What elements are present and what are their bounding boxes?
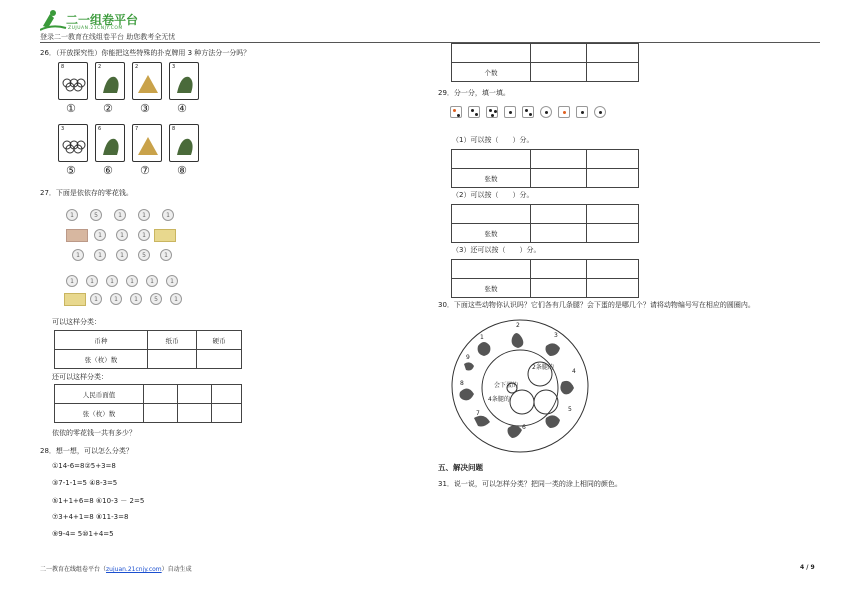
answer-cell[interactable] [587,169,639,188]
answer-cell[interactable] [452,44,531,63]
answer-cell[interactable] [531,63,587,82]
circle-label-eggs: 会下蛋的 [494,382,519,389]
table-row-label: 张（枚）数 [55,350,148,369]
card-label: ⑥ [103,164,113,177]
table-row-label: 张（枚）数 [55,404,144,423]
equation-line: ⑤1+1+6=8 ⑥10-3 － 2=5 [52,497,145,505]
answer-cell[interactable] [531,260,587,279]
answer-cell[interactable] [531,150,587,169]
poker-cards [58,62,208,180]
answer-cell[interactable] [452,260,531,279]
poker-card-1: 8 [58,62,88,100]
answer-cell[interactable] [531,224,587,243]
dot-card [450,106,462,118]
continued-table [451,43,639,82]
section-title: 五、解决问题 [438,463,483,472]
poker-card-7: 7 [132,124,162,162]
classify-1-label: 可以这样分类： [52,318,101,326]
answer-cell[interactable] [587,44,639,63]
answer-cell[interactable] [178,404,212,423]
animal-number: 6 [522,424,526,431]
poker-card-3: 2 [132,62,162,100]
coin-icon: 1 [146,275,158,287]
answer-cell[interactable] [178,385,212,404]
coin-icon: 1 [166,275,178,287]
coin-icon: 1 [126,275,138,287]
coin-icon: 1 [110,293,122,305]
coin-icon: 1 [72,249,84,261]
banknote-icon [154,229,176,242]
table-header: 硬币 [197,331,242,350]
answer-cell[interactable] [587,150,639,169]
dot-card [594,106,606,118]
poker-card-8: 8 [169,124,199,162]
coin-icon: 1 [66,209,78,221]
dot-cards [450,106,620,122]
animal-number: 1 [480,334,484,341]
coin-icon: 1 [138,229,150,241]
answer-cell[interactable] [212,385,242,404]
dot-card [540,106,552,118]
table-header: 纸币 [148,331,197,350]
table-row-label: 张数 [452,279,531,298]
answer-cell[interactable] [587,260,639,279]
coin-icon: 1 [66,275,78,287]
coin-icon: 1 [86,275,98,287]
dot-card [486,106,498,118]
animal-number: 8 [460,380,464,387]
poker-card-4: 3 [169,62,199,100]
money-table-1 [54,330,242,369]
equation-line: ⑦3+4+1=8 ⑧11-3=8 [52,513,129,521]
answer-cell[interactable] [144,404,178,423]
equation-line: ③7-1-1=5 ④8-3=5 [52,479,118,487]
poker-card-6: 6 [95,124,125,162]
animals-diagram [450,318,590,454]
coin-icon: 1 [160,249,172,261]
card-label: ④ [177,102,187,115]
question-27: 27．下面是依依存的零花钱。 [40,189,133,197]
q29-table-1 [451,149,639,188]
table-row-label: 张数 [452,224,531,243]
answer-cell[interactable] [144,385,178,404]
answer-cell[interactable] [587,63,639,82]
question-26: 26．（开放探究性）你能把这些特殊的扑克牌用 3 种方法分一分吗？ [40,49,251,57]
q29-part3: （3）还可以按（ ）分。 [452,246,541,254]
animal-number: 4 [572,368,576,375]
q29-part2: （2）可以按（ ）分。 [452,191,534,199]
coin-icon: 1 [106,275,118,287]
answer-cell[interactable] [531,169,587,188]
card-label: ⑧ [177,164,187,177]
circle-label-two-legs: 2条腿的 [532,364,554,371]
answer-cell[interactable] [452,205,531,224]
header-divider [40,42,820,43]
coin-icon: 1 [90,293,102,305]
coin-icon: 5 [138,249,150,261]
table-row-label: 个数 [452,63,531,82]
animal-number: 3 [554,332,558,339]
q27-total-question: 依依的零花钱一共有多少？ [52,429,136,437]
animal-number: 5 [568,406,572,413]
coin-icon: 5 [90,209,102,221]
answer-cell[interactable] [531,279,587,298]
classify-2-label: 还可以这样分类： [52,373,108,381]
dot-card [576,106,588,118]
coin-icon: 1 [94,249,106,261]
question-31: 31．说一说，可以怎样分类？把同一类的涂上相同的颜色。 [438,480,622,488]
logo-title: 二一组卷平台 [66,13,139,27]
logo-subtitle: ZUJUAN.21CNJY.COM [68,26,123,31]
answer-cell[interactable] [452,150,531,169]
site-logo [40,8,140,34]
page-number: 4 / 9 [800,564,815,571]
card-label: ⑦ [140,164,150,177]
dot-card [504,106,516,118]
coin-icon: 1 [94,229,106,241]
question-29: 29．分一分，填一填。 [438,89,510,97]
dot-card [558,106,570,118]
animal-number: 2 [516,322,520,329]
table-header: 币种 [55,331,148,350]
table-header: 人民币面值 [55,385,144,404]
footer-suffix: ）自动生成 [161,566,192,573]
answer-cell[interactable] [148,350,197,369]
table-row-label: 张数 [452,169,531,188]
equation-line: ⑨9-4= 5⑩1+4=5 [52,530,114,538]
card-label: ② [103,102,113,115]
footer-link[interactable]: zujuan.21cnjy.com [106,566,162,573]
answer-cell[interactable] [212,404,242,423]
animal-number: 7 [476,410,480,417]
equation-line: ①14-6=8②5+3=8 [52,462,116,470]
q29-part1: （1）可以按（ ）分。 [452,136,534,144]
banknote-icon [66,229,88,242]
q29-table-2 [451,204,639,243]
coin-icon: 1 [116,229,128,241]
coin-icon: 1 [116,249,128,261]
poker-card-2: 2 [95,62,125,100]
coin-icon: 1 [138,209,150,221]
question-30: 30．下面这些动物你认识吗？它们各有几条腿？会下蛋的是哪几个？请将动物编号写在相应的圆圈内。 [438,301,755,309]
question-28: 28．想一想，可以怎么分类？ [40,447,133,455]
banknote-icon [64,293,86,306]
poker-card-5: 3 [58,124,88,162]
animal-number: 9 [466,354,470,361]
answer-cell[interactable] [531,44,587,63]
money-table-2 [54,384,242,423]
coin-icon: 1 [170,293,182,305]
dot-card [468,106,480,118]
coin-icon: 1 [162,209,174,221]
answer-cell[interactable] [587,205,639,224]
card-label: ③ [140,102,150,115]
answer-cell[interactable] [531,205,587,224]
answer-cell[interactable] [587,279,639,298]
circle-label-four-legs: 4条腿的 [488,396,510,403]
dot-card [522,106,534,118]
coin-icon: 1 [114,209,126,221]
footer-prefix: 二一教育在线组卷平台（ [40,566,107,573]
money-image [64,205,184,305]
answer-cell[interactable] [587,224,639,243]
q29-table-3 [451,259,639,298]
coin-icon: 1 [130,293,142,305]
header-tagline: 登录二一教育在线组卷平台 助您教考全无忧 [40,33,176,41]
answer-cell[interactable] [197,350,242,369]
card-label: ① [66,102,76,115]
coin-icon: 5 [150,293,162,305]
card-label: ⑤ [66,164,76,177]
footer-source [40,564,192,573]
